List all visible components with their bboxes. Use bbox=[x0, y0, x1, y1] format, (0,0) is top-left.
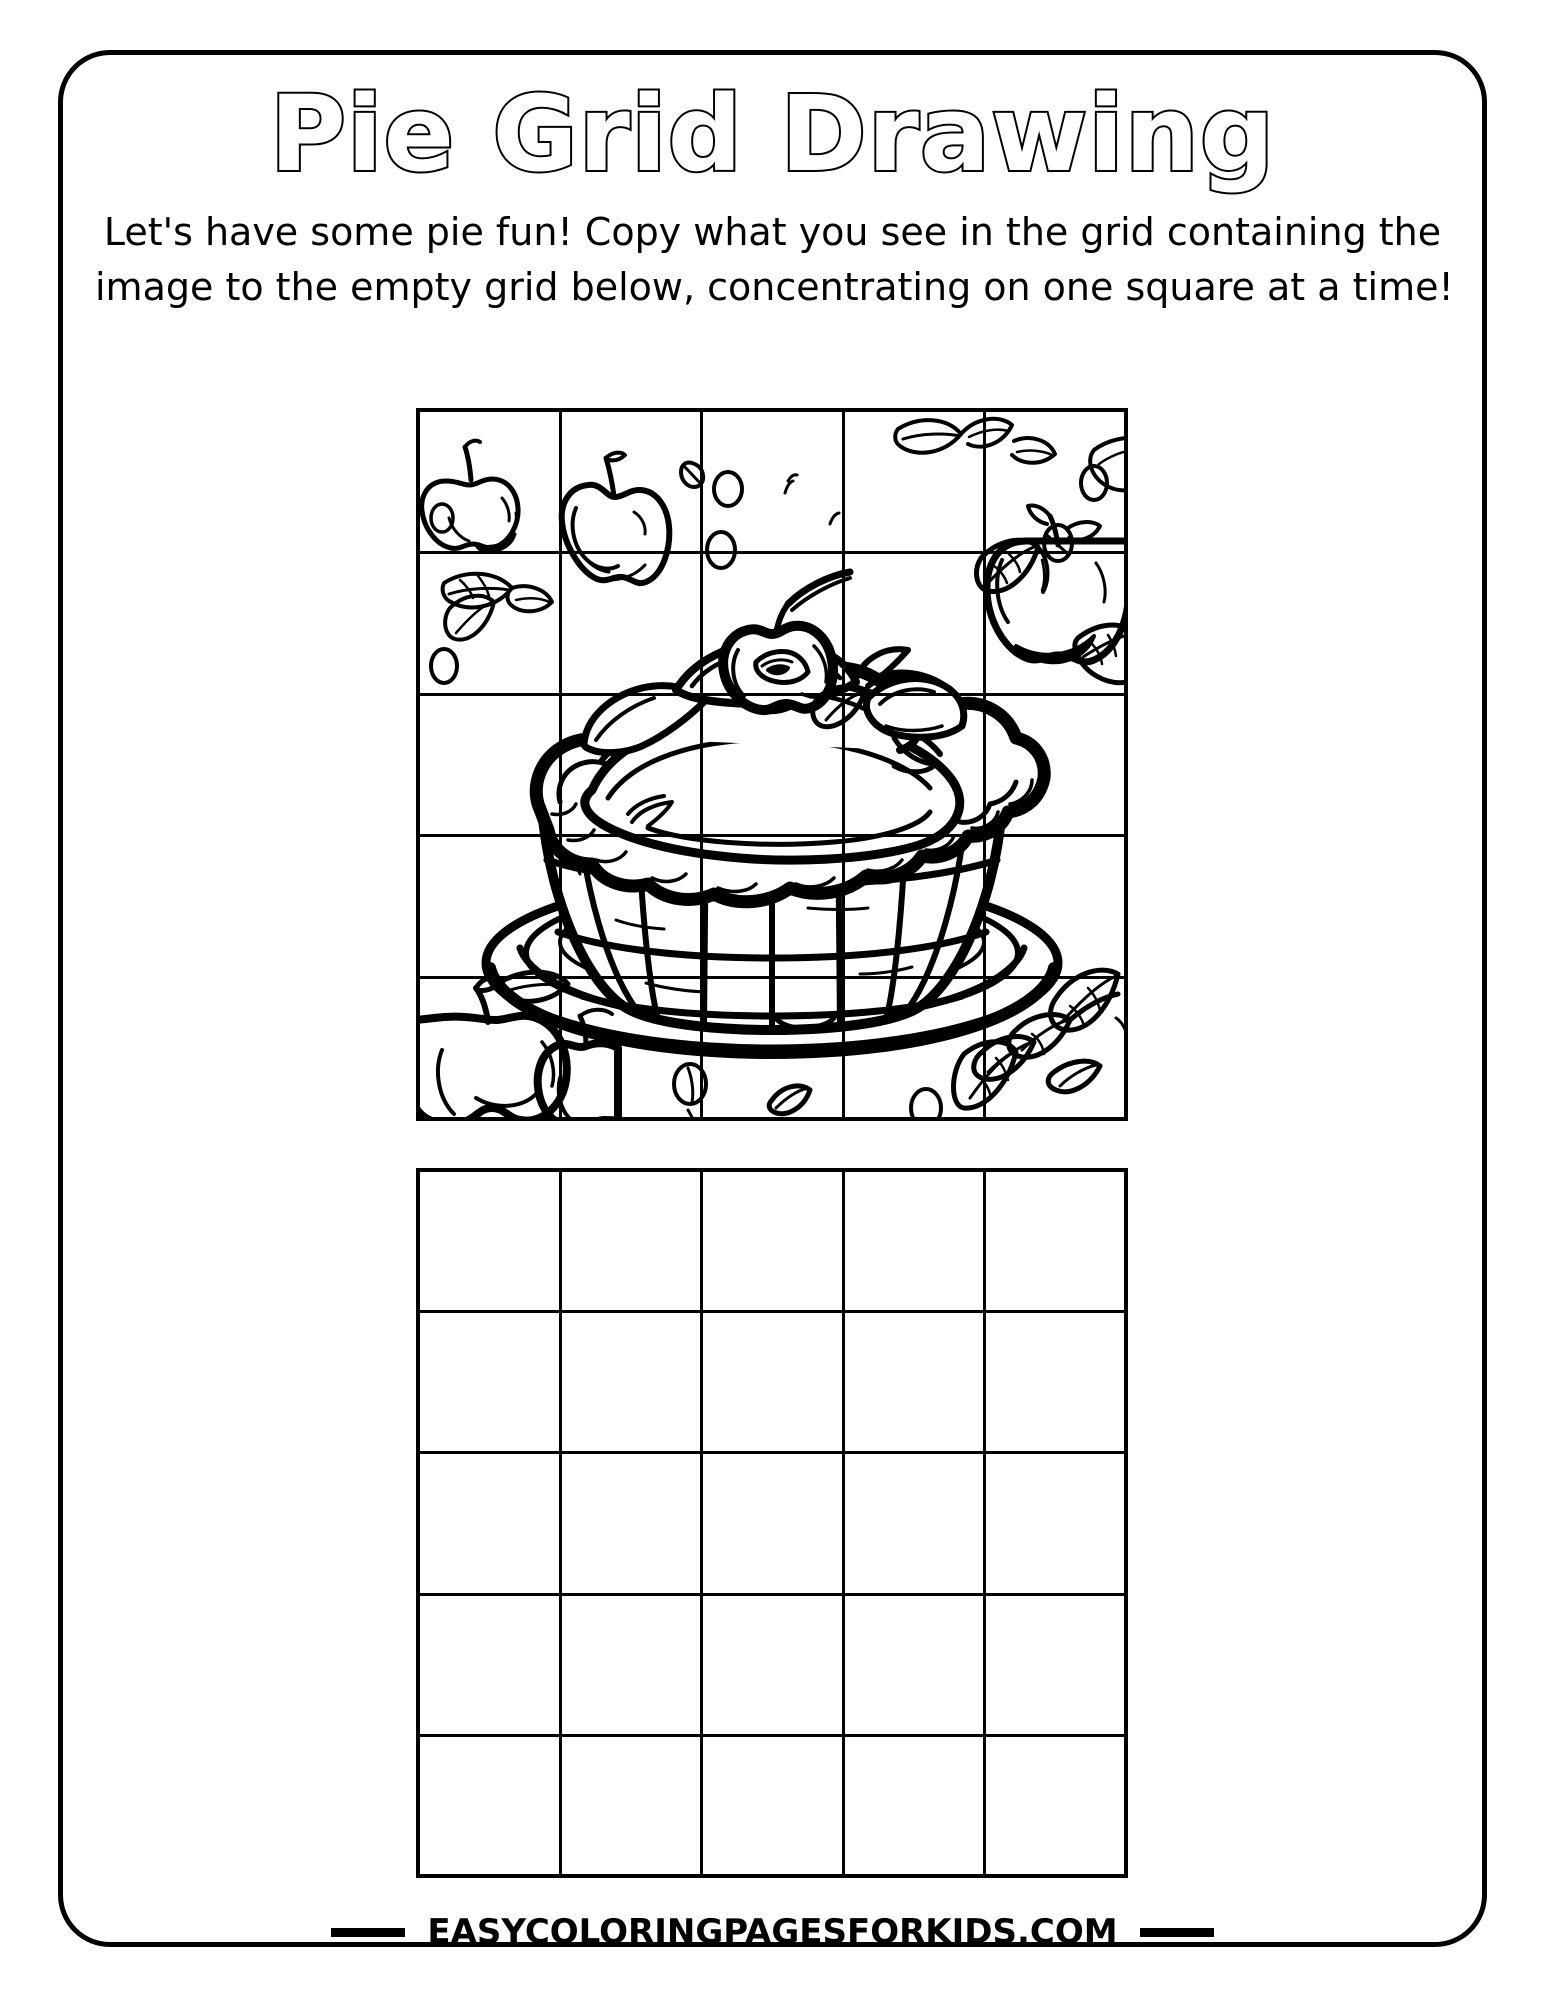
reference-cell bbox=[420, 554, 562, 696]
drawing-cell[interactable] bbox=[562, 1454, 704, 1595]
reference-cell bbox=[420, 837, 562, 979]
reference-cell bbox=[420, 696, 562, 838]
drawing-cell[interactable] bbox=[986, 1172, 1128, 1313]
reference-cell bbox=[703, 837, 845, 979]
reference-cell bbox=[845, 554, 987, 696]
drawing-cell[interactable] bbox=[562, 1172, 704, 1313]
drawing-cell[interactable] bbox=[986, 1313, 1128, 1454]
reference-cell bbox=[420, 979, 562, 1121]
reference-grid bbox=[416, 408, 1128, 1121]
reference-cell bbox=[562, 979, 704, 1121]
drawing-cell[interactable] bbox=[986, 1737, 1128, 1878]
reference-cell bbox=[562, 696, 704, 838]
reference-cell bbox=[986, 412, 1128, 554]
footer bbox=[0, 1912, 1545, 1952]
drawing-cell[interactable] bbox=[986, 1454, 1128, 1595]
reference-cell bbox=[845, 837, 987, 979]
drawing-cell[interactable] bbox=[703, 1454, 845, 1595]
reference-cell bbox=[986, 554, 1128, 696]
reference-cell bbox=[845, 696, 987, 838]
drawing-cell[interactable] bbox=[562, 1313, 704, 1454]
drawing-cell[interactable] bbox=[562, 1737, 704, 1878]
drawing-cell[interactable] bbox=[703, 1172, 845, 1313]
drawing-cell[interactable] bbox=[420, 1172, 562, 1313]
drawing-cell[interactable] bbox=[420, 1454, 562, 1595]
drawing-cell[interactable] bbox=[420, 1737, 562, 1878]
reference-cell bbox=[420, 412, 562, 554]
footer-rule-right bbox=[1140, 1928, 1214, 1937]
drawing-cell[interactable] bbox=[562, 1596, 704, 1737]
reference-cell bbox=[562, 837, 704, 979]
footer-brand: EASYCOLORINGPAGESFORKIDS.COM bbox=[427, 1912, 1118, 1952]
instructions-text bbox=[95, 205, 1454, 315]
reference-cell bbox=[562, 554, 704, 696]
drawing-cell[interactable] bbox=[703, 1596, 845, 1737]
instructions-line-1: Let's have some pie fun! Copy what you see in the grid containing the bbox=[103, 210, 1442, 254]
reference-cell bbox=[703, 696, 845, 838]
drawing-cell[interactable] bbox=[845, 1313, 987, 1454]
footer-rule-left bbox=[331, 1928, 405, 1937]
reference-cell bbox=[845, 412, 987, 554]
drawing-cell[interactable] bbox=[420, 1596, 562, 1737]
drawing-cell[interactable] bbox=[845, 1737, 987, 1878]
drawing-cell[interactable] bbox=[986, 1596, 1128, 1737]
page-title: Pie Grid Drawing bbox=[269, 73, 1276, 195]
reference-cell bbox=[562, 412, 704, 554]
reference-cell bbox=[986, 837, 1128, 979]
drawing-cell[interactable] bbox=[845, 1172, 987, 1313]
reference-cell bbox=[986, 696, 1128, 838]
reference-cell bbox=[703, 554, 845, 696]
drawing-cell[interactable] bbox=[845, 1454, 987, 1595]
empty-drawing-grid[interactable] bbox=[416, 1168, 1128, 1878]
drawing-cell[interactable] bbox=[703, 1737, 845, 1878]
instructions-line-2: image to the empty grid below, concentrating on one square at a time! bbox=[95, 265, 1454, 310]
reference-cell bbox=[845, 979, 987, 1121]
reference-cell bbox=[703, 979, 845, 1121]
reference-cell bbox=[703, 412, 845, 554]
drawing-cell[interactable] bbox=[845, 1596, 987, 1737]
reference-cell bbox=[986, 979, 1128, 1121]
drawing-cell[interactable] bbox=[703, 1313, 845, 1454]
drawing-cell[interactable] bbox=[420, 1313, 562, 1454]
